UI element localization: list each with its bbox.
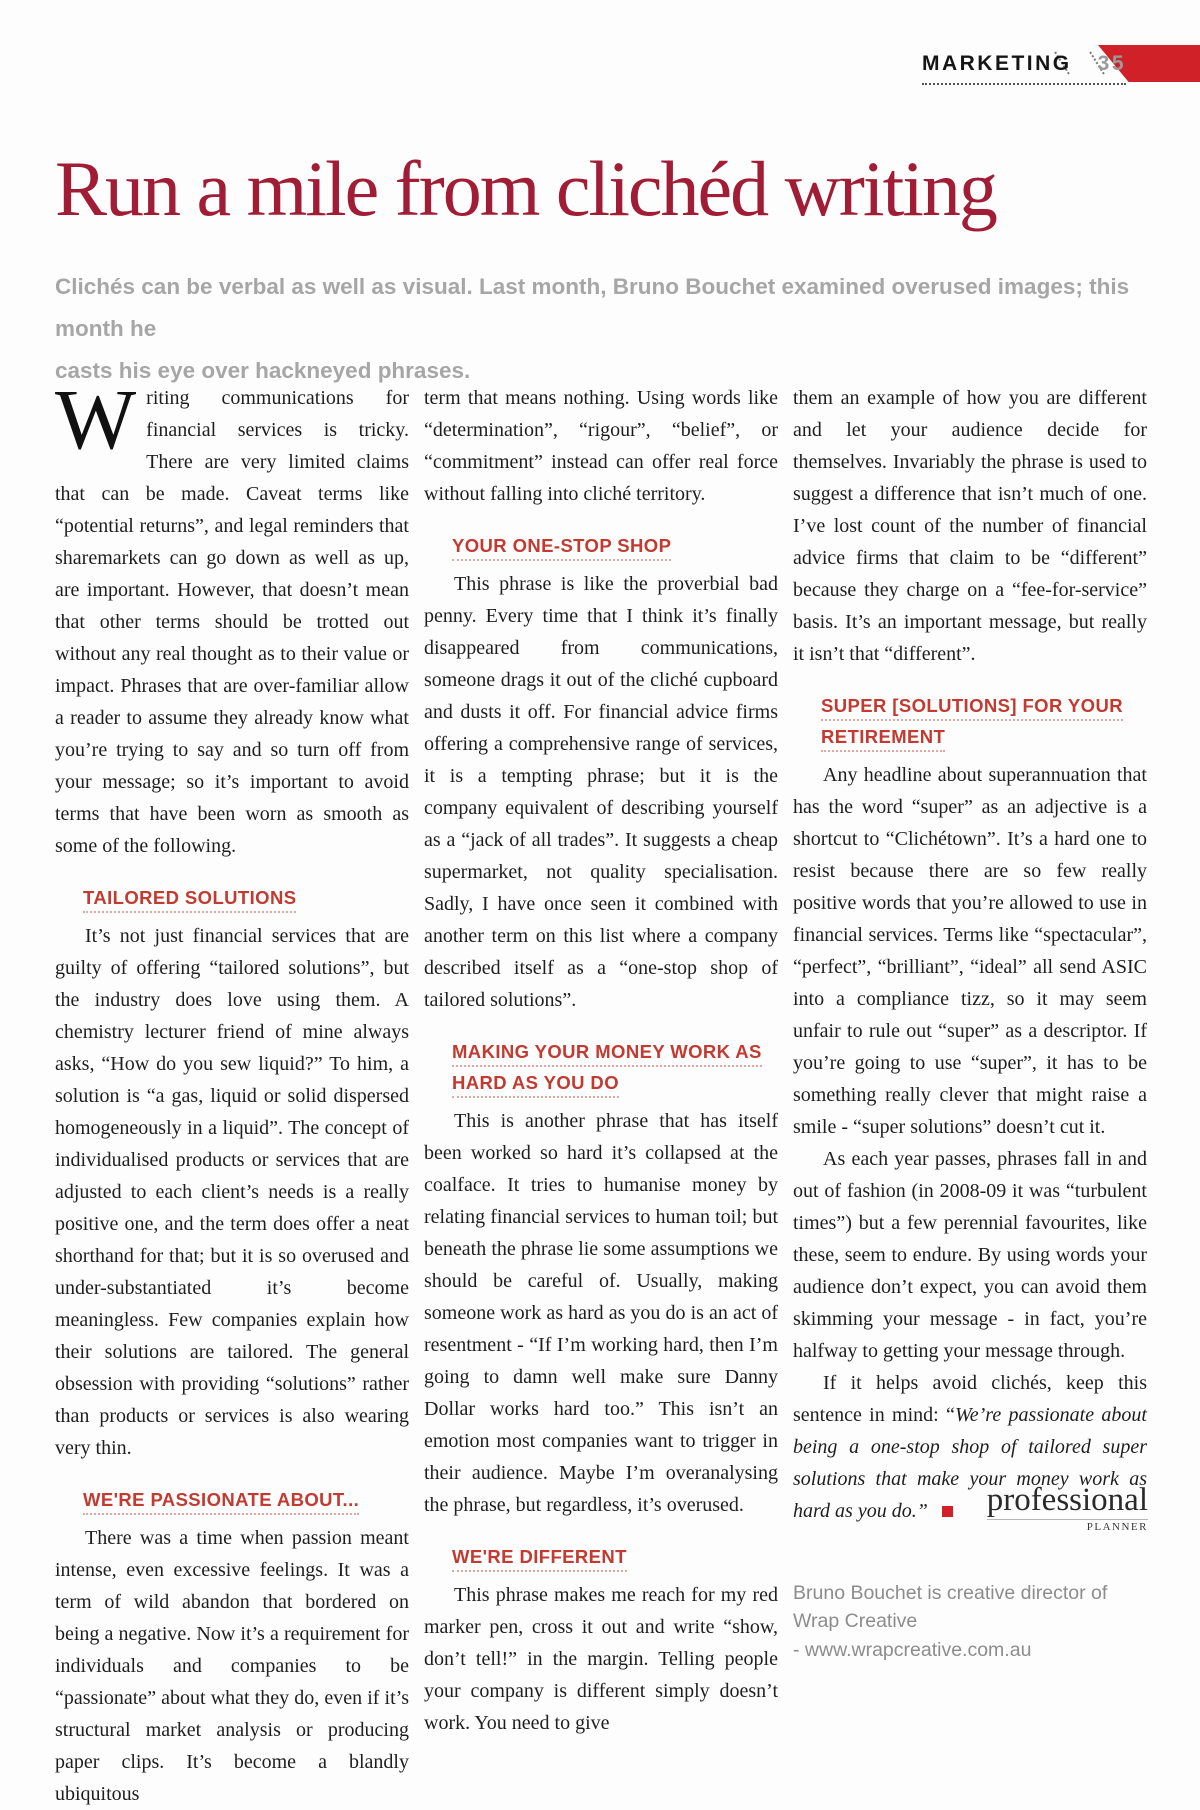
article-body — [55, 371, 1147, 1810]
subheading-were-different: WE'RE DIFFERENT — [452, 1541, 778, 1572]
standfirst-line-1: Clichés can be verbal as well as visual. Last month, Bruno Bouchet examined overused images; this month he — [55, 274, 1130, 341]
subheading-one-stop-shop: YOUR ONE-STOP SHOP — [452, 530, 778, 561]
column-2 — [424, 382, 778, 1810]
paragraph: This is another phrase that has itself been worked so hard it’s collapsed at the coalface. It tries to humanise money by relating financial services to human toil; but beneath the phrase lie some assumptions we should be careful of. Usually, making someone work as hard as you do is an act of resentment - “If I’m working hard, then I’m going to damn well make sure Danny Dollar works hard too.” This isn’t an emotion most companies want to trigger in their audience. Maybe I’m overanalysing the phrase, but regardless, it’s overused. — [424, 1110, 778, 1516]
paragraph: This phrase makes me reach for my red marker pen, cross it out and write “show, don’t tell!” in the margin. Telling people your company is different simply doesn’t work. You need to give — [424, 1584, 778, 1734]
subheading-super-solutions: SUPER [SOLUTIONS] FOR YOUR RETIREMENT — [821, 690, 1147, 752]
paragraph-intro — [55, 371, 409, 862]
paragraph: them an example of how you are different and let your audience decide for themselves. Invariably the phrase is used to suggest a difference that isn’t much of one. I’ve lost count of the number of financial advice firms that claim to be “different” because they charge on a “fee-for-service” basis. It’s an important message, but really it isn’t that “different”. — [793, 387, 1147, 665]
paragraph: There was a time when passion meant intense, even excessive feelings. It was a term of wild abandon that bordered on being a negative. Now it’s a requirement for individuals and companies to be “passionate” about what they do, even if it’s structural market analysis or producing paper clips. It’s become a blandly ubiquitous — [55, 1527, 409, 1805]
drop-cap: W — [55, 371, 137, 467]
page-title: Run a mile from clichéd writing — [55, 145, 996, 232]
paragraph: Any headline about superannuation that has the word “super” as an adjective is a shortcut to “Clichétown”. It’s a hard one to resist because there are so few really positive words that you’re allowed to use in financial services. Terms like “spectacular”, “perfect”, “brilliant”, “ideal” all send ASIC into a compliance tizz, so it may seem unfair to rule out “super” as a descriptor. If you’re going to use “super”, it has to be something really clever that might raise a smile - “super solutions” doesn’t cut it. — [793, 764, 1147, 1138]
paragraph: term that means nothing. Using words like “determination”, “rigour”, “belief”, or “commitment” instead can offer real force without falling into cliché territory. — [424, 387, 778, 505]
column-3 — [793, 382, 1147, 1810]
section-header — [922, 52, 1126, 85]
publication-logo — [987, 1484, 1148, 1533]
column-1 — [55, 371, 409, 1810]
page-number: 35 — [1097, 52, 1126, 75]
end-mark-icon — [942, 1506, 953, 1517]
closing-quote: We’re passionate about being a one-stop shop of tailored super solutions that make your money work as hard as you do.” — [793, 1404, 1147, 1522]
paragraph-text: riting communications for financial services is tricky. There are very limited claims that can be made. Caveat terms like “potential returns”, and legal reminders that sharemarkets can go down as well as up, are important. However, that doesn’t mean that other terms should be trotted out without any real thought as to their value or impact. Phrases that are over-familiar allow a reader to assume they already know what you’re trying to say and so turn off from your message; so it’s important to avoid terms that have been worn as smooth as some of the following. — [55, 387, 409, 857]
credit-line-2: - www.wrapcreative.com.au — [793, 1638, 1032, 1661]
author-credit — [793, 1579, 1147, 1664]
section-label: MARKETING — [921, 52, 1072, 75]
paragraph: As each year passes, phrases fall in and out of fashion (in 2008-09 it was “turbulent times”) but a few perennial favourites, like these, seem to endure. By using words your audience don’t expect, you can avoid them skimming your message - in fact, you’re halfway to getting your message through. — [793, 1148, 1147, 1362]
subheading-were-passionate: WE'RE PASSIONATE ABOUT... — [83, 1484, 409, 1515]
paragraph: It’s not just financial services that are guilty of offering “tailored solutions”, but the industry does love using them. A chemistry lecturer friend of mine always asks, “How do you sew liquid?” To him, a solution is “a gas, liquid or solid dispersed homogeneously in a liquid”. The concept of individualised products or services that are adjusted to each client’s needs is a really positive one, and the term does offer a neat shorthand for that; but it is so overused and under-substantiated it’s become meaningless. Few companies explain how their solutions are tailored. The general obsession with providing “solutions” rather than products or services is also wearing very thin. — [55, 925, 409, 1459]
standfirst — [55, 266, 1150, 392]
subheading-money-work-hard: MAKING YOUR MONEY WORK AS HARD AS YOU DO — [452, 1036, 778, 1098]
credit-line-1: Bruno Bouchet is creative director of Wrap Creative — [793, 1582, 1108, 1633]
subheading-tailored-solutions: TAILORED SOLUTIONS — [83, 882, 409, 913]
logo-subtitle: PLANNER — [1086, 1521, 1148, 1533]
standfirst-line-2: casts his eye over hackneyed phrases. — [55, 358, 471, 383]
paragraph: This phrase is like the proverbial bad penny. Every time that I think it’s finally disappeared from communications, someone drags it out of the cliché cupboard and dusts it off. For financial advice firms offering a comprehensive range of services, it is a tempting phrase; but it is the company equivalent of describing yourself as a “jack of all trades”. It suggests a cheap supermarket, not quality specialisation. Sadly, I have once seen it combined with another term on this list where a company described itself as a “one-stop shop of tailored solutions”. — [424, 573, 778, 1011]
closing-intro: If it helps avoid clichés, keep this sentence in mind: “ — [793, 1372, 1147, 1426]
logo-wordmark: professional — [986, 1482, 1148, 1518]
